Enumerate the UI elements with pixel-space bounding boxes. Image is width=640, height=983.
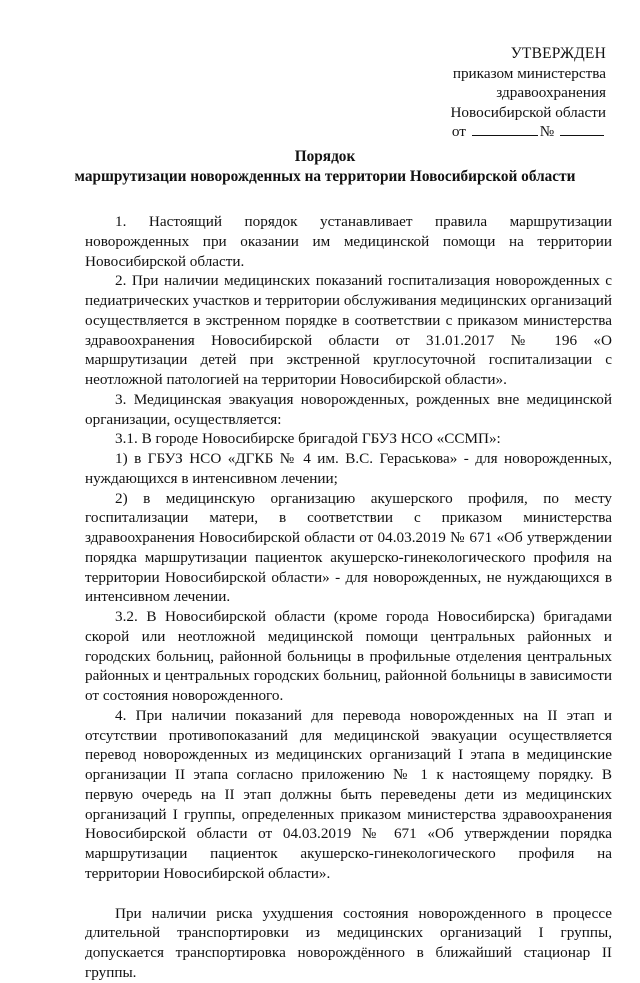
approval-line-1: приказом министерства bbox=[452, 64, 606, 82]
paragraph-4-note: При наличии риска ухудшения состояния новорожденного в процессе длительной транспортировки из медицинских организаций I группы, допускается транспортировка новорождённого в ближайший стационар II группы. bbox=[85, 904, 612, 981]
approval-number-label: № bbox=[539, 123, 555, 140]
paragraph-3-2: 3.2. В Новосибирской области (кроме города Новосибирска) бригадами скорой или неотложной медицинской помощи центральных районных и городских больниц, районной больницы в профильные отделения центральных районных и центральных городских больниц, районной больницы в зависимости от состояния новорожденного. bbox=[85, 608, 612, 704]
document-body bbox=[85, 212, 612, 983]
approval-date-blank bbox=[472, 134, 538, 136]
approval-line-2: здравоохранения bbox=[496, 84, 606, 101]
approval-from-label: от bbox=[451, 123, 466, 140]
approval-line-3: Новосибирской области bbox=[450, 103, 606, 121]
paragraph-3-1-item-2: 2) в медицинскую организацию акушерского профиля, по месту госпитализации матери, в соответствии с приказом министерства здравоохранения Новосибирской области от 04.03.2019 № 671 «Об утверждении порядка маршрутизации пациенток акушерско-гинекологического профиля на территории Новосибирской области» - для новорожденных, не нуждающихся в интенсивном лечении. bbox=[85, 489, 612, 606]
approval-number-blank bbox=[560, 134, 604, 136]
paragraph-3: 3. Медицинская эвакуация новорожденных, рожденных вне медицинской организации, осуществляется: bbox=[85, 390, 612, 428]
title-line-1: Порядок bbox=[294, 148, 356, 165]
approval-stamp bbox=[406, 44, 606, 142]
title-line-2: маршрутизации новорожденных на территории Новосибирской области bbox=[74, 168, 576, 185]
paragraph-3-1: 3.1. В городе Новосибирске бригадой ГБУЗ НСО «ССМП»: bbox=[115, 430, 501, 448]
document-title bbox=[40, 147, 610, 187]
approval-date-number-line bbox=[406, 122, 606, 142]
paragraph-4: 4. При наличии показаний для перевода новорожденных на II этап и отсутствии противопоказаний для медицинской эвакуации осуществляется перевод новорожденных из медицинских организаций I этапа в медицинские организации II этапа согласно приложению № 1 к настоящему порядку. В первую очередь на II этап должны быть переведены дети из медицинских организаций I группы, определенных приказом министерства здравоохранения Новосибирской области от 04.03.2019 № 671 «Об утверждении порядка маршрутизации пациенток акушерско-гинекологического профиля на территории Новосибирской области». bbox=[85, 706, 612, 882]
paragraph-1: 1. Настоящий порядок устанавливает правила маршрутизации новорожденных при оказании им медицинской помощи на территории Новосибирской области. bbox=[85, 213, 612, 270]
approval-heading: УТВЕРЖДЕН bbox=[510, 45, 606, 62]
paragraph-2: 2. При наличии медицинских показаний госпитализация новорожденных с педиатрических участков и территории обслуживания медицинских организаций осуществляется в экстренном порядке в соответствии с приказом министерства здравоохранения Новосибирской области от 31.01.2017 № 196 «О маршрутизации детей при экстренной круглосуточной госпитализации с неотложной патологией на территории Новосибирской области». bbox=[85, 272, 612, 388]
paragraph-3-1-item-1: 1) в ГБУЗ НСО «ДГКБ № 4 им. В.С. Гераськова» - для новорожденных, нуждающихся в интенсивном лечении; bbox=[85, 450, 612, 487]
